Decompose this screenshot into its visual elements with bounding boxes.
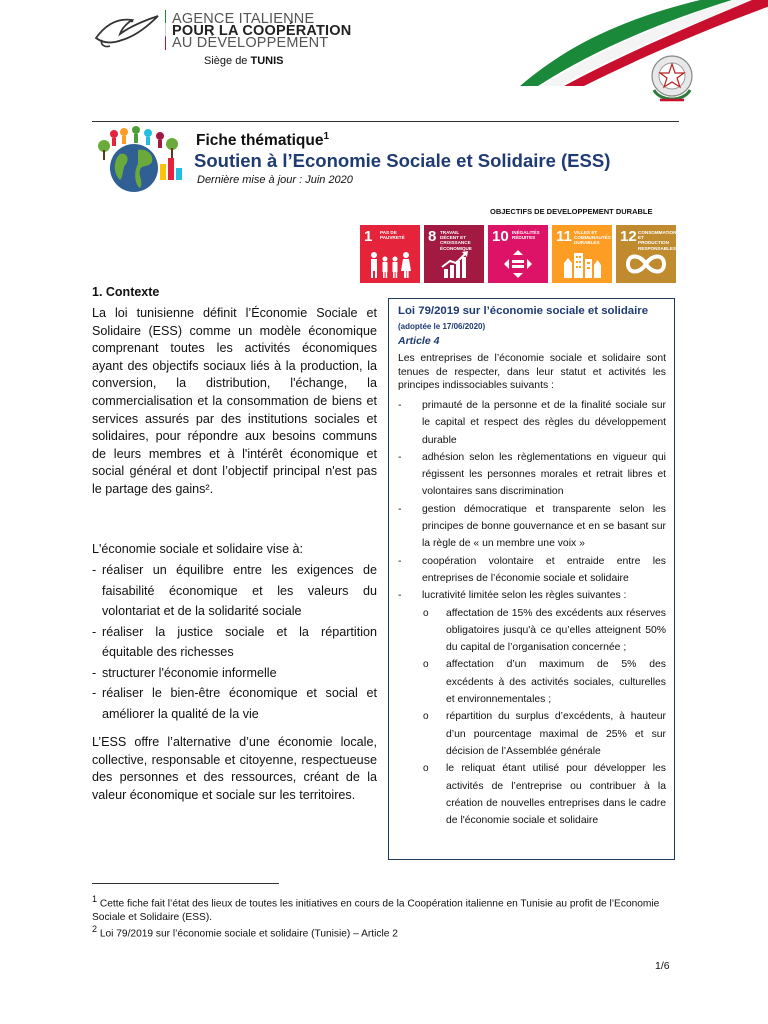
list-item — [92, 683, 377, 724]
sdg-number: 12 — [620, 228, 637, 245]
sdg-tile-8 — [424, 225, 484, 283]
aim-text: - réaliser le bien-être économique et social et améliorer la qualité de la vie — [102, 686, 377, 721]
city-icon — [560, 249, 604, 279]
sdg-label: CONSOMMATION ET PRODUCTION RESPONSABLES — [638, 230, 677, 251]
rule-text: affectation d’un maximum de 5% des excédents à des activités sociales, culturelles et environnementales ; — [446, 659, 666, 706]
office-location — [204, 55, 284, 67]
sdg-heading: OBJECTIFS DE DEVELOPPEMENT DURABLE — [490, 207, 653, 216]
sdg-tile-12 — [616, 225, 676, 283]
law-article-label: Article 4 — [398, 335, 440, 347]
rule-text: répartition du surplus d’excédents, à hauteur d’un pourcentage maximal de 25% et sur décision de l’Assemblée générale — [446, 711, 666, 757]
sdg-tile-11 — [552, 225, 612, 283]
office-prefix: Siège de — [204, 55, 248, 67]
principle-text: adhésion selon les règlementations en vigueur qui régissent les personnes morales et retrait libres et volontaires sans discrimination — [422, 451, 666, 498]
aims-heading: L'économie sociale et solidaire vise à: — [92, 542, 304, 556]
growth-chart-icon — [432, 249, 476, 279]
footnote-text: Cette fiche fait l’état des lieux de toutes les initiatives en cours de la Coopération italienne en Tunisie au profit de l’Economie Sociale et Solidaire (ESS). — [92, 898, 660, 924]
footnote-1 — [92, 892, 682, 925]
list-item — [398, 587, 666, 829]
fiche-label-text: Fiche thématique — [196, 132, 324, 149]
principle-text: lucrativité limitée selon les règles suivantes : — [422, 590, 627, 602]
list-item — [92, 560, 377, 622]
list-item — [398, 501, 666, 553]
fiche-label — [196, 131, 329, 150]
sdg-label: PAS DE PAUVRETÉ — [380, 230, 405, 241]
law-intro-text: Les entreprises de l’économie sociale et solidaire sont tenues de respecter, dans leur statut et activités les principes indissociables suivants : — [398, 353, 666, 392]
page-number: 1/6 — [655, 960, 670, 972]
list-item — [398, 397, 666, 449]
aims-list — [92, 560, 377, 724]
lucrativity-rules-list — [422, 605, 666, 830]
sdg-number: 1 — [364, 228, 373, 245]
sdg-number: 10 — [492, 228, 509, 245]
sdg-label: VILLES ET COMMUNAUTÉS DURABLES — [574, 230, 611, 246]
principle-text: primauté de la personne et de la finalité sociale sur le capital et respect des règles du développement durable — [422, 400, 666, 446]
aim-text: - réaliser la justice sociale et la répartition équitable des richesses — [102, 624, 377, 659]
agency-name-line-3: AU DÉVELOPPEMENT — [172, 35, 329, 51]
equality-icon — [496, 249, 540, 279]
list-item — [422, 760, 666, 829]
agency-name-line-2: POUR LA COOPÉRATION — [172, 23, 352, 39]
list-item — [92, 622, 377, 663]
footnote-mark: 2 — [92, 924, 98, 934]
family-icon — [368, 249, 412, 279]
sdg-tile-1 — [360, 225, 420, 283]
context-intro-paragraph: La loi tunisienne définit l’Économie Sociale et Solidaire (ESS) comme un modèle économique comprenant toutes les activités économiques ayant des objectifs sociaux liés à la production, la conversion, la distribution, l'échange, la commercialisation et la consommation de biens et services assurés par des institutions sociales et solidaires, pour répondre aux besoins communs de leurs membres et à l'intérêt économique et social général et dont l’objectif principal n'est pas le partage des gains². — [92, 306, 377, 496]
principle-text: coopération volontaire et entraide entre les entreprises de l’économie sociale et solidaire — [422, 555, 666, 584]
agency-divider — [165, 10, 166, 50]
list-item — [92, 663, 377, 684]
principle-text: gestion démocratique et transparente selon les principes de bonne gouvernance et en se basant sur la règle de « un membre une voix » — [422, 503, 666, 550]
sdg-number: 8 — [428, 228, 437, 245]
dove-logo-icon — [92, 10, 162, 52]
list-item — [398, 553, 666, 588]
sdg-tile-10 — [488, 225, 548, 283]
closing-paragraph: L’ESS offre l’alternative d’une économie locale, collective, responsable et citoyenne, respectueuse des personnes et des ressources, créant de la valeur économique et sociale sur les territoires. — [92, 735, 377, 802]
sdg-number: 11 — [556, 228, 572, 245]
list-item — [422, 605, 666, 657]
list-item — [422, 656, 666, 708]
infinity-icon — [624, 249, 668, 279]
section-heading-contexte: 1. Contexte — [92, 285, 160, 299]
office-city: TUNIS — [250, 55, 284, 67]
last-updated: Dernière mise à jour : Juin 2020 — [197, 174, 353, 186]
footnote-text: Loi 79/2019 sur l’économie sociale et solidaire (Tunisie) – Article 2 — [97, 928, 398, 940]
rule-text: affectation de 15% des excédents aux réserves obligatoires jusqu'à ce qu’elles atteignent 50% du capital de l’organisation concernée ; — [446, 607, 666, 654]
agency-name-line-1: AGENCE ITALIENNE — [172, 11, 315, 27]
globe-people-illustration-icon — [96, 124, 186, 194]
footnote-mark: 1 — [92, 894, 98, 904]
aim-text: - réaliser un équilibre entre les exigences de faisabilité économique et les valeurs du volontariat et de la solidarité sociale — [102, 563, 377, 618]
law-principles-list — [398, 397, 666, 829]
footnote-rule — [92, 883, 279, 884]
sdg-label: INÉGALITÉS RÉDUITES — [512, 230, 540, 241]
fiche-footnote-ref[interactable]: 1 — [323, 131, 330, 142]
footnote-2 — [92, 922, 682, 941]
list-item — [398, 449, 666, 501]
italian-republic-emblem-icon — [644, 50, 700, 108]
header-rule — [92, 121, 679, 122]
law-adoption-date: (adoptée le 17/06/2020) — [398, 322, 486, 331]
law-title: Loi 79/2019 sur l’économie sociale et solidaire — [398, 305, 649, 317]
list-item — [422, 708, 666, 760]
rule-text: le reliquat étant utilisé pour développer les activités de l’entreprise ou contribuer à la création de nouvelles entreprises dans le cadre de l'économie sociale et solidaire — [446, 763, 666, 827]
page-title: Soutien à l’Economie Sociale et Solidaire (ESS) — [194, 150, 611, 171]
sdg-label: TRAVAIL DÉCENT ET CROISSANCE ÉCONOMIQUE — [440, 230, 472, 251]
aim-text: - structurer l'économie informelle — [102, 665, 277, 680]
